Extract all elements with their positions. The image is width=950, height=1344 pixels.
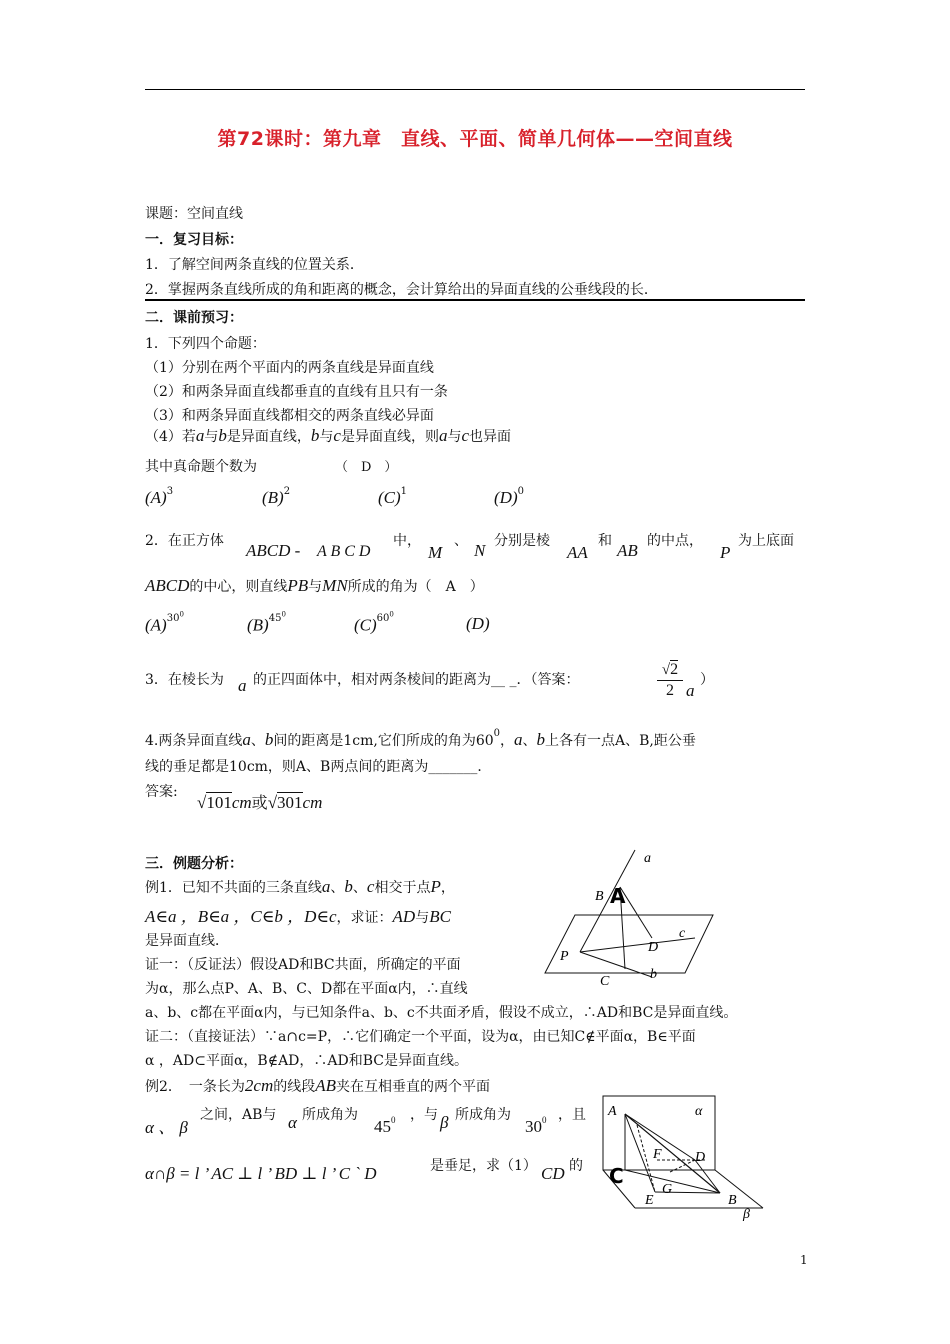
q4-answer-label: 答案: — [145, 784, 178, 800]
fig1-label-D: D — [648, 940, 659, 955]
ex2-beta: β — [440, 1113, 449, 1132]
page-title: 第72课时：第九章 直线、平面、简单几何体——空间直线 — [217, 128, 733, 150]
fig1-label-A: A — [610, 884, 626, 908]
ex2-angle45: $45^0$ — [374, 1115, 396, 1136]
ex1-proof2-line1: 证二：（直接证法）∵a∩c=P，∴它们确定一个平面，设为α，由已知C∉平面α，B∈平面 — [145, 1029, 696, 1045]
ex2-line2-e: ，与 — [410, 1107, 438, 1123]
q3-a-answer: a — [686, 681, 695, 700]
ex1-line3: 是异面直线． — [145, 933, 229, 949]
figure-2-diagram — [595, 1090, 775, 1225]
ex2-line1: 例2． 一条长为2cm的线段AB夹在互相垂直的两个平面 — [145, 1076, 491, 1095]
fig2-label-G: G — [662, 1182, 673, 1197]
q2-cube-name: ABCD - — [246, 541, 301, 560]
q1-answer: （ D ） — [335, 460, 398, 475]
q2-text-e: 和 — [598, 533, 612, 549]
ex1-proof1-line1: 证一：（反证法）假设AD和BC共面，所确定的平面 — [145, 957, 461, 973]
ex2-line2-h: ，且 — [558, 1107, 586, 1123]
q1-prop1: （1）分别在两个平面内的两条直线是异面直线 — [145, 360, 434, 376]
fig1-label-P: P — [560, 949, 569, 964]
q4-line2: 线的垂足都是10cm，则A、B两点间的距离为_______． — [145, 759, 492, 775]
section2-heading: 二．课前预习： — [145, 310, 243, 326]
q3-text-c: ） — [700, 672, 714, 688]
top-rule — [145, 89, 805, 90]
fig2-label-E: E — [645, 1193, 654, 1208]
ex1-line1: 例1．已知不共面的三条直线a、b、c相交于点P， — [145, 877, 455, 896]
q3-line: 3．在棱长为 — [145, 672, 224, 688]
q2-cube-name-2: A B C D — [317, 543, 371, 560]
ex2-line3-c: 的 — [569, 1158, 583, 1174]
fig1-label-C: C — [600, 974, 610, 989]
q2-text-g: 为上底面 — [738, 533, 794, 549]
fig1-label-c: c — [679, 926, 686, 941]
q2-option-c: $(C)^{60^0}$ — [354, 611, 394, 635]
ex2-line2-c: 所成角为 — [302, 1107, 358, 1123]
ex2-line2-b: 之间，AB与 — [200, 1107, 277, 1123]
fig1-label-a: a — [644, 851, 651, 866]
ex1-proof1-line2: 为α，那么点P、A、B、C、D都在平面α内，∴直线 — [145, 981, 468, 997]
ex2-line2-f: 所成角为 — [455, 1107, 511, 1123]
q2-text-f: 的中点， — [647, 533, 703, 549]
q3-fraction: √2 2 — [655, 661, 685, 700]
q4-answer-value: √101cm或√301cm — [197, 793, 323, 812]
q2-M: M — [428, 543, 443, 562]
ex2-angle30: $30^0$ — [525, 1115, 547, 1136]
figure-1-diagram — [540, 845, 720, 990]
section3-heading: 三．例题分析： — [145, 856, 243, 872]
fig2-label-C: C — [609, 1164, 624, 1188]
goal-item-1: 1．了解空间两条直线的位置关系． — [145, 257, 364, 273]
q2-text-b: 中， — [393, 533, 421, 549]
fig2-label-beta: β — [743, 1207, 750, 1222]
q2-option-a: $(A)^{30^0}$ — [145, 611, 184, 635]
q2-AB: AB — [617, 541, 638, 560]
q3-text-b: 的正四面体中，相对两条棱间的距离为__ _．（答案： — [253, 672, 580, 688]
fig2-label-alpha: α — [695, 1104, 703, 1119]
q2-line2: ABCD的中心，则直线PB与MN所成的角为（ A ） — [145, 576, 484, 595]
section1-heading: 一．复习目标： — [145, 232, 243, 248]
q2-text-c: 、 — [454, 533, 468, 549]
q1-ask: 其中真命题个数为 — [145, 459, 257, 475]
q2-N: N — [474, 541, 486, 560]
ex2-planes: α 、 β — [145, 1118, 188, 1137]
ex1-proof1-line3: a、b、c都在平面α内，与已知条件a、b、c不共面矛盾，假设不成立，∴AD和BC是异面直线。 — [145, 1005, 738, 1021]
q2-option-d: (D) — [466, 614, 490, 633]
q2-option-b: $(B)^{45^0}$ — [247, 611, 286, 635]
q1-prop2: （2）和两条异面直线都垂直的直线有且只有一条 — [145, 384, 448, 400]
fig2-label-D: D — [695, 1150, 706, 1165]
goal-item-2: 2．掌握两条直线所成的角和距离的概念，会计算给出的异面直线的公垂线段的长． — [145, 282, 658, 298]
section-divider — [145, 299, 805, 301]
ex2-conditions: α∩β = l ’ AC ⊥ l ’ BD ⊥ l ’ C ` D — [145, 1164, 377, 1183]
topic-line: 课题：空间直线 — [145, 206, 243, 222]
q3-a: a — [238, 676, 247, 695]
q1-option-a: $(A)^3$ — [145, 486, 174, 507]
ex1-line2: A∈a ，B∈a ，C∈b ，D∈c，求证：AD与BC — [145, 907, 451, 926]
q2-line1: 2．在正方体 — [145, 533, 224, 549]
q1-prop3: （3）和两条异面直线都相交的两条直线必异面 — [145, 408, 434, 424]
fig2-label-F: F — [653, 1147, 662, 1162]
fig1-label-B: B — [595, 889, 604, 904]
ex1-proof2-line2: α ，AD⊂平面α，B∉AD，∴AD和BC是异面直线。 — [145, 1053, 469, 1069]
ex2-alpha: α — [288, 1113, 297, 1132]
q1-option-b: $(B)^2$ — [262, 486, 291, 507]
fig2-label-A: A — [608, 1104, 617, 1119]
q2-P: P — [720, 543, 731, 562]
q1-stem: 1．下列四个命题： — [145, 336, 266, 352]
fig1-label-b: b — [650, 967, 657, 982]
fig2-label-B: B — [728, 1193, 737, 1208]
q4-line1: 4.两条异面直线a、b间的距离是1cm,它们所成的角为$60^0$，a、b上各有一点A、B,距公垂 — [145, 728, 696, 749]
q1-option-c: $(C)^1$ — [378, 486, 408, 507]
q1-prop4: （4）若a与b是异面直线，b与c是异面直线，则a与c也异面 — [145, 426, 512, 445]
page-number: 1 — [800, 1253, 808, 1267]
ex2-line3-b: 是垂足，求（1） — [430, 1158, 537, 1174]
q2-text-d: 分别是棱 — [494, 533, 550, 549]
ex2-CD: CD — [541, 1164, 565, 1183]
q1-option-d: $(D)^0$ — [494, 486, 524, 507]
q2-AA: AA — [567, 543, 588, 562]
